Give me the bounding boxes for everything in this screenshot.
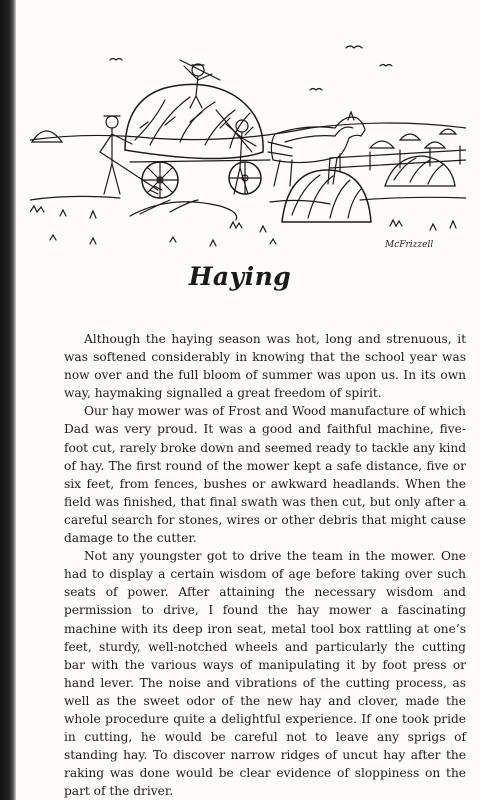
paragraph: Our hay mower was of Frost and Wood manufacture of which Dad was very proud. It was a good and faithful machine, five-foot cut, rarely broke down and seemed ready to tackle any kind of hay. The first round of the mower kept a safe distance, five or six feet, from fences, bushes or awkward headlands. When the field was finished, that final swath was then cut, but only after a careful search for stones, wires or other debris that might cause damage to the cutter. <box>64 404 466 546</box>
paragraph: Although the haying season was hot, long and strenuous, it was softened considerably in knowing that the school year was now over and the full bloom of summer was upon us. In its own way, haymaking signalled a great freedom of spirit. <box>64 332 466 401</box>
chapter-title: Haying <box>188 262 292 291</box>
haying-illustration <box>30 30 466 252</box>
paragraph: Not any youngster got to drive the team in the mower. One had to display a certain wisdom of age before taking over such seats of power. After attaining the necessary wisdom and permission to drive, I found the hay mower a fascinating machine with its deep iron seat, metal tool box rattling at one’s feet, sturdy, well-notched wheels and particularly the cutting bar with the various ways of manipulating it by foot press or hand lever. The noise and vibrations of the cutting process, as well as the sweet odor of the new hay and clover, made the whole procedure quite a delightful experience. If one took pride in cutting, he would be careful not to leave any sprigs of standing hay. To discover narrow ridges of uncut hay after the raking was done would be clear evidence of sloppiness on the part of the driver. <box>64 549 466 799</box>
chapter-body <box>64 330 466 800</box>
artist-signature: McFrizzell <box>385 240 434 250</box>
haying-scene-icon <box>30 30 466 252</box>
page-binding-edge <box>0 0 16 800</box>
